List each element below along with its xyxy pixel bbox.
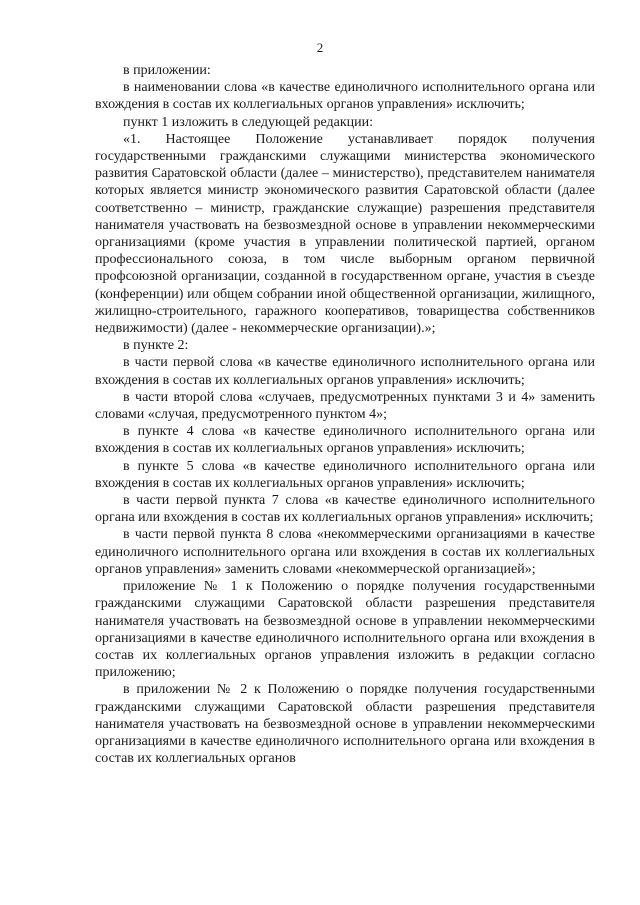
- paragraph-12: приложение № 1 к Положению о порядке получения государственными гражданскими служащими Саратовской области разрешения представителя нанимателя участвовать на безвозмездной основе в управлении некоммерческими организациями в качестве единоличного исполнительного органа или вхождения в состав их коллегиальных органов управления изложить в редакции согласно приложению;: [95, 579, 595, 681]
- paragraph-9: в пункте 5 слова «в качестве единоличного исполнительного органа или вхождения в состав их коллегиальных органов управления» исключить;: [95, 458, 595, 491]
- document-body: [95, 62, 595, 767]
- paragraph-6: в части первой слова «в качестве единоличного исполнительного органа или вхождения в состав их коллегиальных органов управления» исключить;: [95, 355, 595, 388]
- page-number: 2: [316, 40, 324, 55]
- paragraph-8: в пункте 4 слова «в качестве единоличного исполнительного органа или вхождения в состав их коллегиальных органов управления» исключить;: [95, 424, 595, 457]
- paragraph-2: в наименовании слова «в качестве единоличного исполнительного органа или вхождения в состав их коллегиальных органов управления» исключить;: [95, 80, 595, 113]
- paragraph-1: в приложении:: [123, 63, 211, 78]
- paragraph-13: в приложении № 2 к Положению о порядке получения государственными гражданскими служащими Саратовской области разрешения представителя нанимателя участвовать на безвозмездной основе в управлении некоммерческими организациями в качестве единоличного исполнительного органа или вхождения в состав их коллегиальных органов: [95, 682, 595, 767]
- paragraph-4: «1. Настоящее Положение устанавливает порядок получения государственными гражданскими служащими министерства экономического развития Саратовской области (далее – министерство), представителем нанимателя которых является министр экономического развития Саратовской области (далее соответственно – министр, гражданские служащие) разрешения представителя нанимателя участвовать на безвозмездной основе в управлении некоммерческими организациями (кроме участия в управлении политической партией, органом профессионального союза, в том числе выборным органом первичной профсоюзной организации, созданной в государственном органе, участия в съезде (конференции) или общем собрании иной общественной организации, жилищного, жилищно-строительного, гаражного кооперативов, товарищества собственников недвижимости) (далее - некоммерческие организации).»;: [95, 131, 595, 337]
- paragraph-11: в части первой пункта 8 слова «некоммерческими организациями в качестве единоличного исполнительного органа или вхождения в состав их коллегиальных органов управления» заменить словами «некоммерческой организацией»;: [95, 527, 595, 577]
- paragraph-10: в части первой пункта 7 слова «в качестве единоличного исполнительного органа или вхождения в состав их коллегиальных органов управления» исключить;: [95, 493, 595, 526]
- paragraph-3: пункт 1 изложить в следующей редакции:: [123, 114, 373, 130]
- paragraph-7: в части второй слова «случаев, предусмотренных пунктами 3 и 4» заменить словами «случая, предусмотренного пунктом 4»;: [95, 389, 595, 423]
- paragraph-5: в пункте 2:: [123, 338, 189, 354]
